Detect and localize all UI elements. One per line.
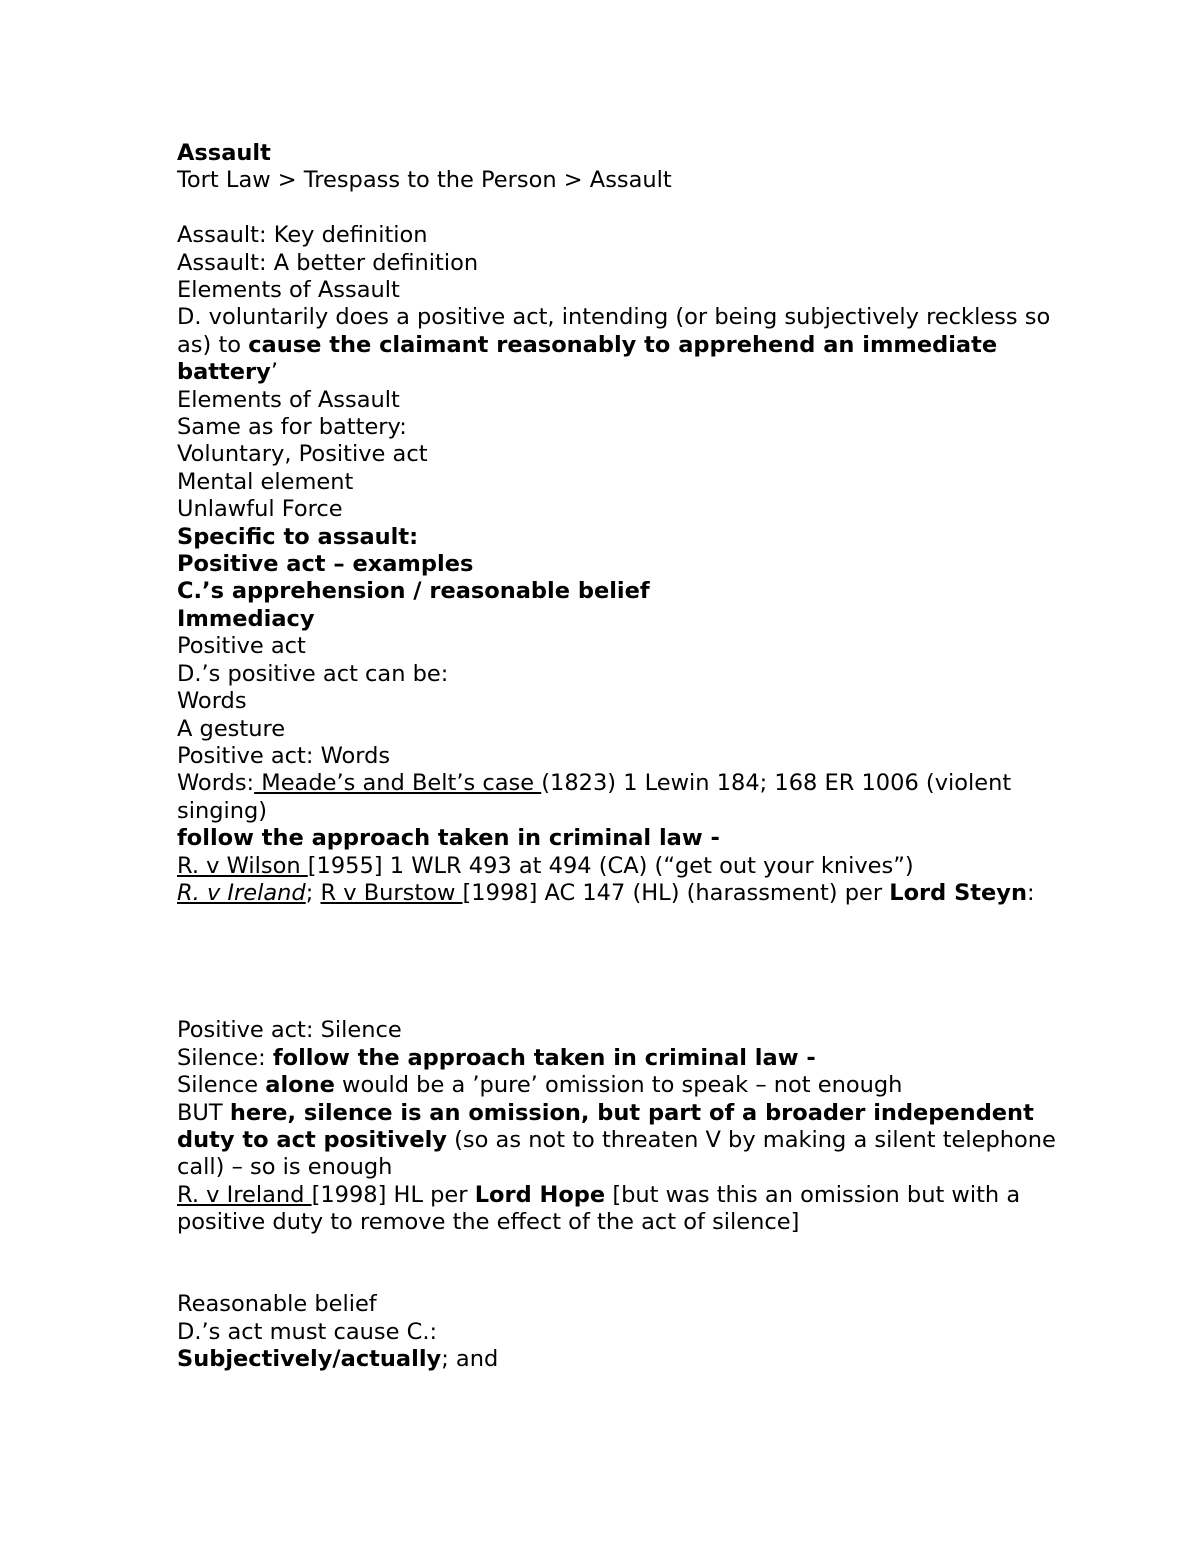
- lord-steyn: Lord Steyn: [889, 879, 1027, 906]
- text-same-as-battery: Same as for battery:: [177, 414, 407, 441]
- ireland-hope-link[interactable]: R. v Ireland: [177, 1181, 312, 1208]
- but-text: (so as not to threaten V by making a silent telephone call) – so is enough: [177, 1126, 1056, 1181]
- breadcrumb: Tort Law > Trespass to the Person > Assault: [177, 167, 672, 194]
- text-criminal-approach: follow the approach taken in criminal law -: [177, 825, 720, 852]
- text-voluntary: Voluntary, Positive act: [177, 441, 428, 468]
- text-mental: Mental element: [177, 468, 354, 495]
- text-words: Words: [177, 688, 247, 715]
- heading-silence: Positive act: Silence: [177, 1017, 402, 1044]
- heading-positive-words: Positive act: Words: [177, 742, 391, 769]
- text-unlawful: Unlawful Force: [177, 496, 343, 523]
- but-bold: here, silence is an omission, but part of a broader independent duty to act positively: [177, 1099, 1034, 1153]
- text-subjectively: [177, 1346, 1077, 1373]
- silence-approach-bold: follow the approach taken in criminal law -: [272, 1044, 816, 1071]
- silence-prefix: Silence:: [177, 1044, 273, 1071]
- silence-alone-prefix: Silence: [177, 1072, 266, 1099]
- document-title: Assault: [177, 140, 271, 166]
- ireland-citation-text: [1998] AC 147 (HL) (harassment) per: [462, 879, 890, 906]
- silence-alone-text: would be a ’pure’ omission to speak – not enough: [334, 1072, 903, 1099]
- heading-reasonable-belief: Reasonable belief: [177, 1291, 377, 1318]
- subjectively-and: ; and: [441, 1346, 499, 1373]
- blank-space: [177, 907, 1077, 1017]
- lord-hope: Lord Hope: [474, 1181, 606, 1208]
- definition-paragraph: [177, 304, 1077, 386]
- hope-citation-text: [1998] HL per: [311, 1181, 475, 1208]
- definition-text: D. voluntarily does a positive act, intending (or being subjectively reckless so as) to: [177, 304, 1051, 358]
- but-prefix: BUT: [177, 1099, 230, 1126]
- heading-key-definition: Assault: Key definition: [177, 222, 428, 249]
- subjectively-bold: Subjectively/actually: [177, 1346, 442, 1373]
- silence-but: [177, 1100, 1077, 1182]
- wilson-case-link[interactable]: R. v Wilson: [177, 852, 308, 879]
- definition-end: ’: [270, 359, 278, 386]
- meade-citation: [177, 770, 1077, 825]
- definition-bold: cause the claimant reasonably to apprehend an immediate battery: [177, 331, 998, 386]
- ireland-colon: :: [1026, 879, 1035, 906]
- text-positive-examples: Positive act – examples: [177, 551, 474, 578]
- wilson-citation-text: [1955] 1 WLR 493 at 494 (CA) (“get out your knives”): [307, 852, 914, 879]
- ireland-citation: [177, 880, 1077, 907]
- blank-line: [177, 195, 1077, 222]
- heading-elements: Elements of Assault: [177, 277, 400, 304]
- burstow-case-link[interactable]: R v Burstow: [320, 879, 463, 906]
- text-specific: Specific to assault:: [177, 523, 419, 550]
- meade-citation-text: (1823) 1 Lewin 184; 168 ER 1006 (violent singing): [177, 770, 1012, 824]
- text-act-must-cause: D.’s act must cause C.:: [177, 1318, 438, 1345]
- text-apprehension: C.’s apprehension / reasonable belief: [177, 578, 650, 605]
- document-page: [177, 140, 1077, 1374]
- heading-better-definition: Assault: A better definition: [177, 249, 479, 276]
- text-immediacy: Immediacy: [177, 605, 315, 632]
- blank-space-2: [177, 1237, 1077, 1292]
- meade-case-link[interactable]: Meade’s and Belt’s case: [254, 770, 542, 797]
- silence-approach: [177, 1045, 1077, 1072]
- heading-elements-2: Elements of Assault: [177, 386, 400, 413]
- silence-alone-bold: alone: [265, 1072, 335, 1099]
- text-gesture: A gesture: [177, 715, 286, 742]
- heading-positive-act: Positive act: [177, 633, 306, 660]
- wilson-citation: [177, 853, 1077, 880]
- ireland-sep: ;: [305, 879, 321, 906]
- words-prefix: Words:: [177, 770, 255, 797]
- silence-alone: [177, 1072, 1077, 1099]
- ireland-case-link[interactable]: R. v Ireland: [177, 879, 306, 906]
- hope-comment: [but was this an omission but with a positive duty to remove the effect of the act of silence]: [177, 1181, 1021, 1236]
- text-positive-can-be: D.’s positive act can be:: [177, 660, 449, 687]
- hope-citation: [177, 1182, 1077, 1237]
